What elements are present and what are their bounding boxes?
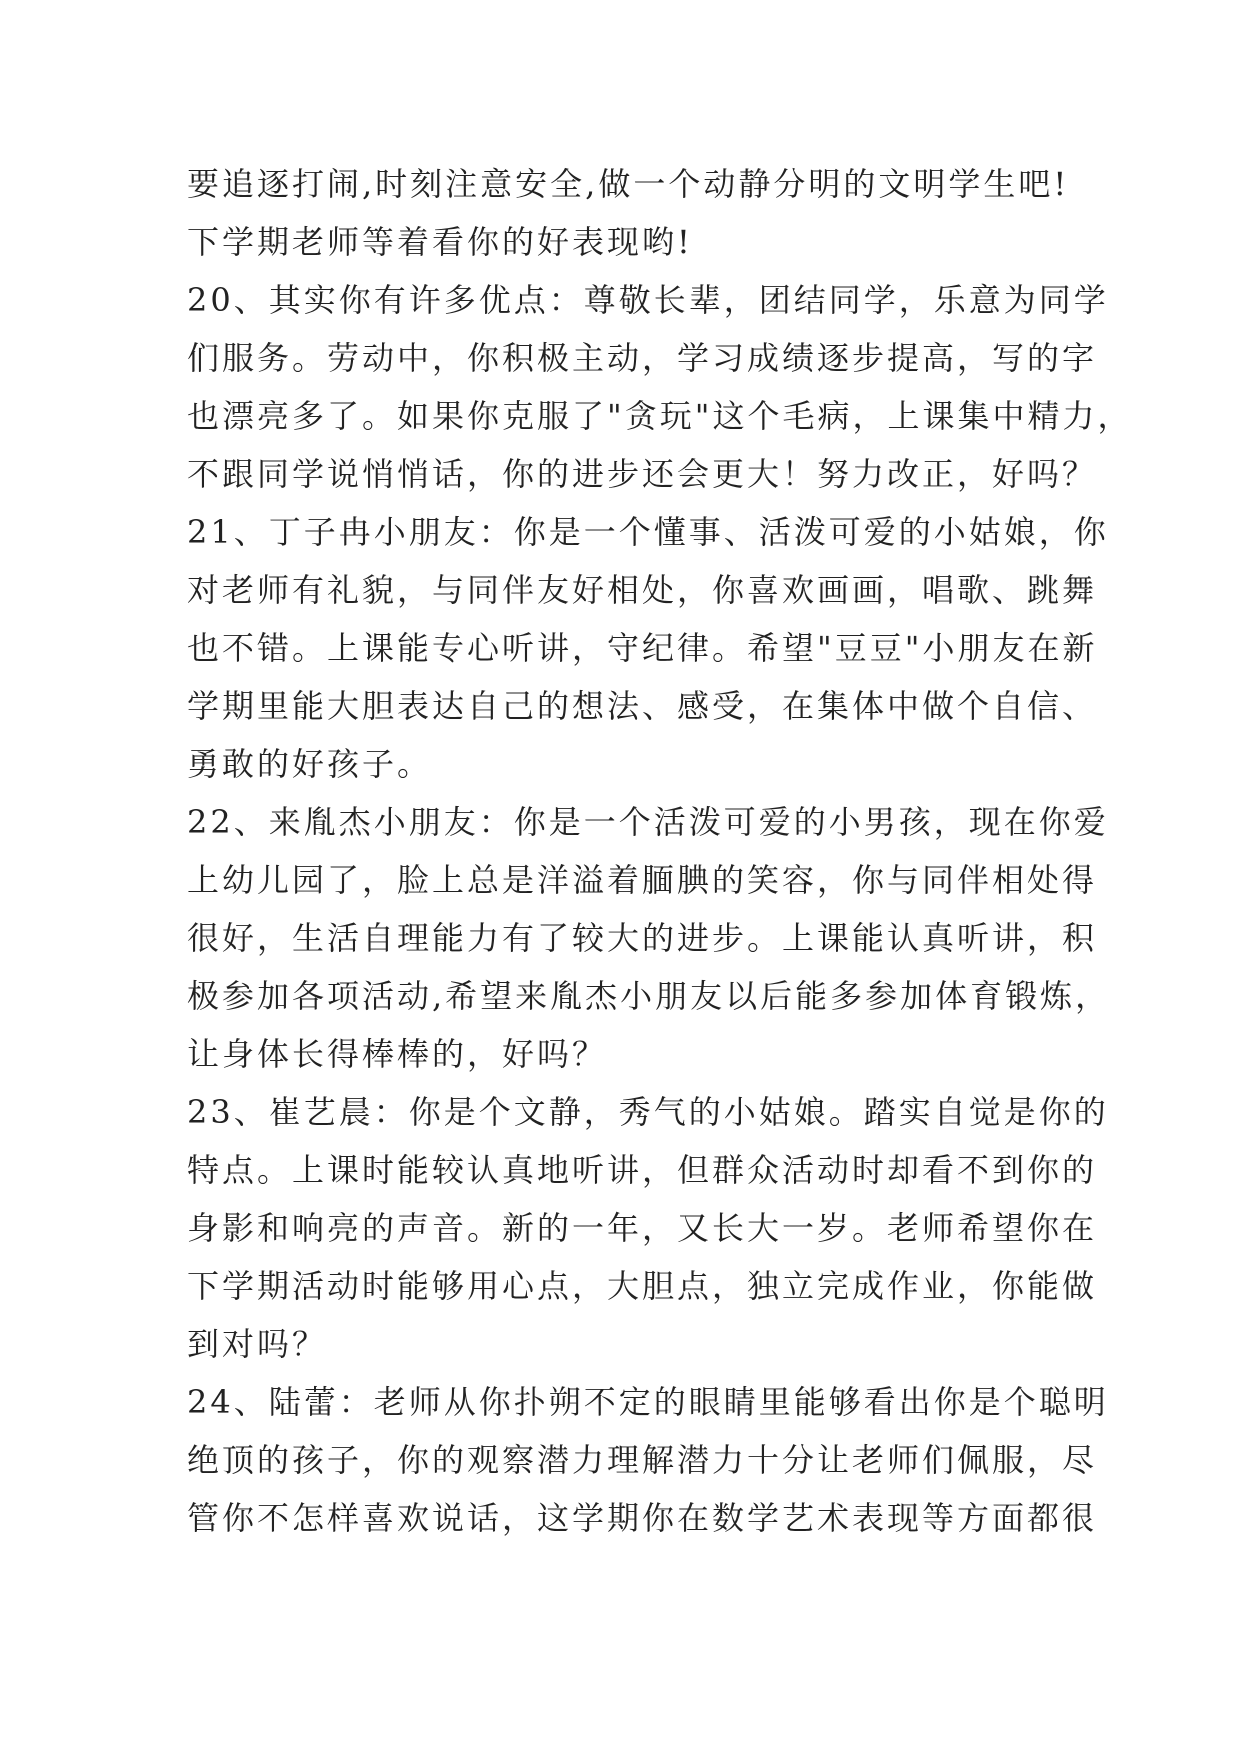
text-line: 也不错。上课能专心听讲，守纪律。希望"豆豆"小朋友在新 <box>187 629 1098 667</box>
text-line: 24、陆蕾：老师从你扑朔不定的眼睛里能够看出你是个聪明 <box>187 1383 1109 1421</box>
text-line: 要追逐打闹,时刻注意安全,做一个动静分明的文明学生吧! <box>187 165 1070 203</box>
text-line: 管你不怎样喜欢说话，这学期你在数学艺术表现等方面都很 <box>187 1499 1098 1537</box>
document-body <box>187 155 1133 1547</box>
text-line: 特点。上课时能较认真地听讲，但群众活动时却看不到你的 <box>187 1151 1098 1189</box>
text-line: 身影和响亮的声音。新的一年，又长大一岁。老师希望你在 <box>187 1209 1098 1247</box>
text-line: 21、丁子冉小朋友：你是一个懂事、活泼可爱的小姑娘，你 <box>187 513 1109 551</box>
text-line: 20、其实你有许多优点：尊敬长辈，团结同学，乐意为同学 <box>187 281 1109 319</box>
text-line: 很好，生活自理能力有了较大的进步。上课能认真听讲，积 <box>187 919 1098 957</box>
text-line: 到对吗？ <box>187 1325 328 1363</box>
text-line: 下学期活动时能够用心点，大胆点，独立完成作业，你能做 <box>187 1267 1098 1305</box>
text-line: 学期里能大胆表达自己的想法、感受，在集体中做个自信、 <box>187 687 1098 725</box>
text-line: 也漂亮多了。如果你克服了"贪玩"这个毛病，上课集中精力， <box>187 397 1133 435</box>
text-line: 们服务。劳动中，你积极主动，学习成绩逐步提高，写的字 <box>187 339 1098 377</box>
text-line: 让身体长得棒棒的，好吗？ <box>187 1035 608 1073</box>
text-line: 23、崔艺晨：你是个文静，秀气的小姑娘。踏实自觉是你的 <box>187 1093 1109 1131</box>
text-line: 绝顶的孩子，你的观察潜力理解潜力十分让老师们佩服，尽 <box>187 1441 1098 1479</box>
text-line: 极参加各项活动,希望来胤杰小朋友以后能多参加体育锻炼， <box>187 977 1111 1015</box>
text-line: 下学期老师等着看你的好表现哟! <box>187 223 693 261</box>
text-line: 对老师有礼貌，与同伴友好相处，你喜欢画画，唱歌、跳舞 <box>187 571 1098 609</box>
text-line: 勇敢的好孩子。 <box>187 745 433 783</box>
text-line: 22、来胤杰小朋友：你是一个活泼可爱的小男孩，现在你爱 <box>187 803 1109 841</box>
text-line: 不跟同学说悄悄话，你的进步还会更大！努力改正，好吗？ <box>187 455 1098 493</box>
text-line: 上幼儿园了，脸上总是洋溢着腼腆的笑容，你与同伴相处得 <box>187 861 1098 899</box>
